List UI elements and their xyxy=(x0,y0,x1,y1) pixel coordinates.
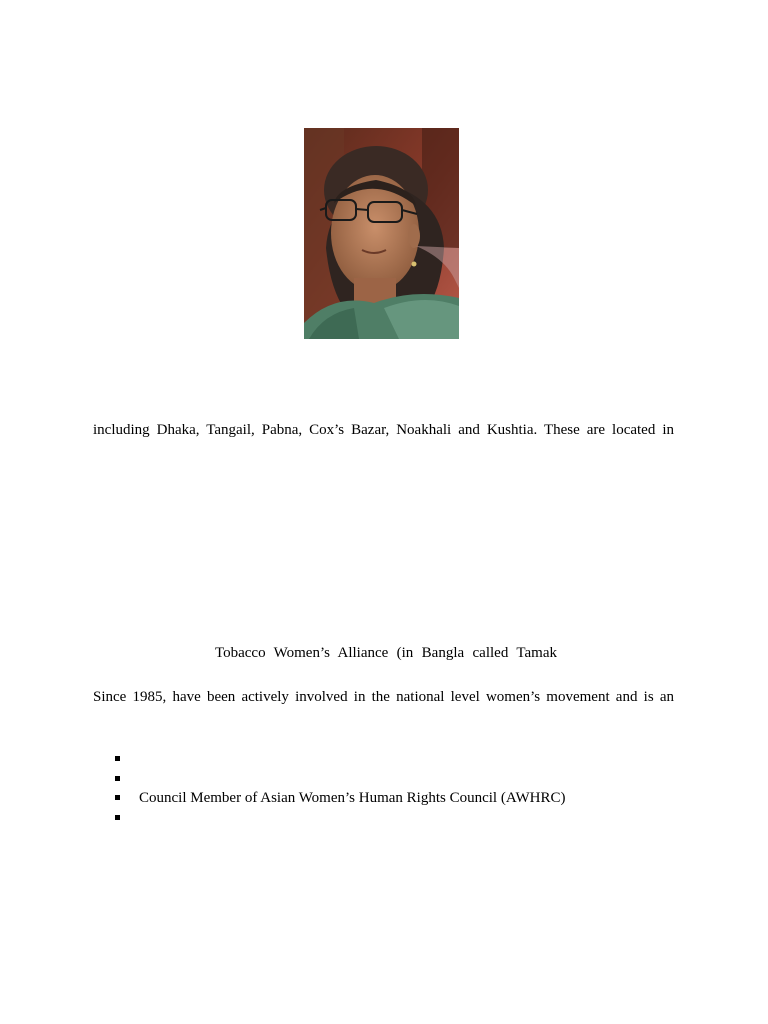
list-item xyxy=(115,809,565,829)
square-bullet-icon xyxy=(115,756,120,761)
paragraph-line-districts: including Dhaka, Tangail, Pabna, Cox’s Bazar, Noakhali and Kushtia. These are located in xyxy=(93,422,674,438)
paragraph-line-tobacco-alliance: Tobacco Women’s Alliance (in Bangla called Tamak xyxy=(215,645,557,661)
portrait-photo-illustration xyxy=(304,128,459,339)
list-item xyxy=(115,789,565,809)
paragraph-line-since-1985: Since 1985, have been actively involved in the national level women’s movement and is an xyxy=(93,689,674,705)
square-bullet-icon xyxy=(115,776,120,781)
list-item xyxy=(115,770,565,790)
square-bullet-icon xyxy=(115,815,120,820)
portrait-photo xyxy=(304,128,459,339)
list-item-text: Council Member of Asian Women’s Human Rights Council (AWHRC) xyxy=(139,790,566,806)
list-item xyxy=(115,750,565,770)
bullet-list xyxy=(115,750,565,828)
square-bullet-icon xyxy=(115,795,120,800)
